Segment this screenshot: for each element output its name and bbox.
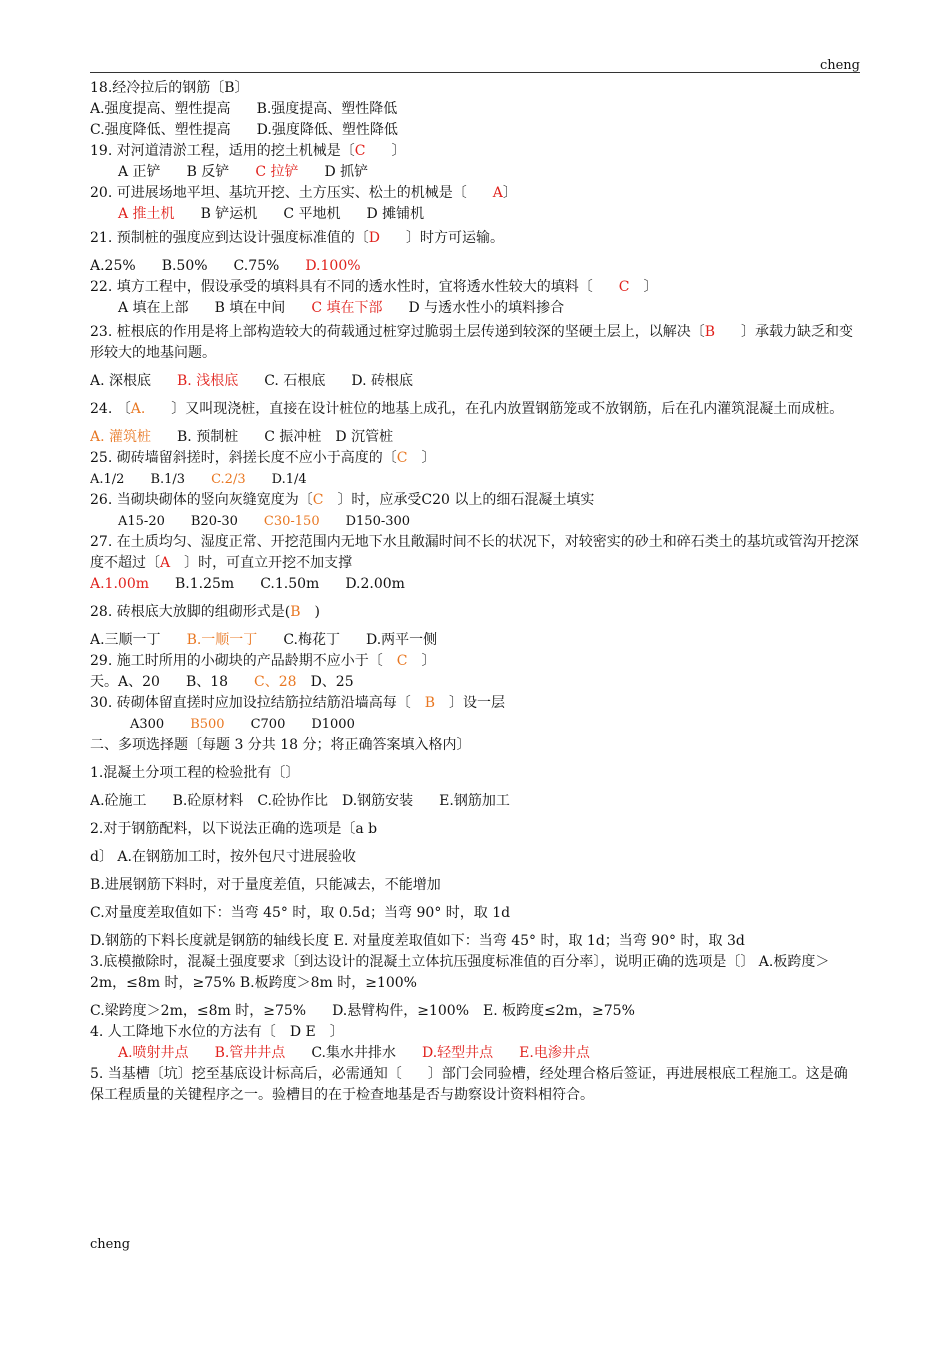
text-segment: D.两平一侧 <box>365 632 438 648</box>
text-segment: 18.经冷拉后的钢筋〔B〕 <box>90 80 249 96</box>
answer-text: B <box>290 604 301 620</box>
answer-text: C <box>312 492 324 508</box>
text-segment: D.强度降低、塑性降低 <box>256 122 398 138</box>
text-segment: C.75% <box>233 258 280 274</box>
text-line <box>90 99 860 120</box>
text-line <box>90 78 860 99</box>
document-body <box>90 78 860 1106</box>
text-line <box>90 875 860 896</box>
text-line <box>90 448 860 469</box>
text-segment: C.集水井排水 <box>311 1045 396 1061</box>
text-segment: C.梅花丁 <box>283 632 340 648</box>
text-segment: 〕 <box>421 653 436 669</box>
text-segment: B.强度提高、塑性降低 <box>256 101 398 117</box>
page-header-name: cheng <box>819 58 860 73</box>
answer-text: C <box>396 450 408 466</box>
text-segment: B 填在中间 <box>214 300 286 316</box>
text-segment: 5. 当基槽〔坑〕挖至基底设计标高后，必需通知〔 <box>90 1066 402 1082</box>
text-segment: 19. 对河道清淤工程，适用的挖土机械是〔 <box>90 143 355 159</box>
text-segment: D.钢筋安装 <box>341 793 414 809</box>
text-line <box>90 574 860 595</box>
text-segment: d〕 A.在钢筋加工时，按外包尺寸进展验收 <box>90 849 356 865</box>
text-segment: 〕承载力缺乏和变形较大的地基问题。 <box>90 324 854 361</box>
text-line <box>90 630 860 651</box>
text-segment: A.25% <box>90 258 136 274</box>
text-segment: A15-20 <box>118 514 165 529</box>
text-segment: 〕时，可直立开挖不加支撑 <box>184 555 353 571</box>
text-line <box>90 602 860 623</box>
page-footer-name: cheng <box>90 1237 131 1252</box>
text-segment: 28. 砖根底大放脚的组砌形式是( <box>90 604 291 620</box>
answer-text: A. <box>130 401 146 417</box>
text-line <box>90 141 860 162</box>
text-segment: D.悬臂构件，≥100% <box>332 1003 469 1019</box>
header-rule <box>90 72 860 73</box>
text-segment: 1.混凝土分项工程的检验批有〔〕 <box>90 765 300 781</box>
text-segment: C700 <box>250 717 286 732</box>
text-segment: A.三顺一丁 <box>90 632 161 648</box>
text-segment: D E <box>289 1024 316 1040</box>
answer-text: A <box>492 185 503 201</box>
text-segment: 〕 <box>643 279 658 295</box>
text-segment: D 沉管桩 <box>335 429 394 445</box>
answer-text: B <box>424 695 436 711</box>
text-line <box>90 298 860 319</box>
text-line <box>90 1064 860 1106</box>
text-segment: D 抓铲 <box>324 164 369 180</box>
answer-text: C30-150 <box>263 514 320 529</box>
text-line <box>90 399 860 420</box>
text-segment: C.强度降低、塑性提高 <box>90 122 231 138</box>
text-segment: B、18 <box>185 674 229 690</box>
text-segment: C. 石根底 <box>264 373 326 389</box>
text-segment: D.钢筋的下料长度就是钢筋的轴线长度 E. 对量度差取值如下：当弯 45° 时，取 1d；当弯 90° 时，取 3d <box>90 933 745 949</box>
text-line <box>90 371 860 392</box>
text-line <box>90 1001 860 1022</box>
answer-text: C <box>618 279 630 295</box>
text-segment: B.砼原材料 <box>172 793 244 809</box>
answer-text: B.一顺一丁 <box>186 632 258 648</box>
text-segment: 22. 填方工程中，假设承受的填料具有不同的透水性时，宜将透水性较大的填料〔 <box>90 279 593 295</box>
answer-text: B.管井井点 <box>214 1045 286 1061</box>
text-segment: B.1.25m <box>175 576 235 592</box>
text-segment: A300 <box>130 717 165 732</box>
text-segment: A. 深根底 <box>90 373 152 389</box>
text-line <box>90 952 860 994</box>
text-segment: D.1/4 <box>271 472 307 487</box>
text-segment: 天。A、20 <box>90 674 160 690</box>
text-segment: 〕 <box>391 143 406 159</box>
text-segment: C.1.50m <box>260 576 320 592</box>
text-segment: 26. 当砌块砌体的竖向灰缝宽度为〔 <box>90 492 313 508</box>
text-segment: 3.底模撤除时，混凝土强度要求〔到达设计的混凝土立体抗压强度标准值的百分率〕，说明正确的选项是〔〕 A.板跨度＞2m，≤8m 时，≥75% B.板跨度＞8m 时，≥100% <box>90 954 830 991</box>
answer-text: B500 <box>190 717 225 732</box>
text-line <box>90 256 860 277</box>
text-segment: ) <box>314 604 320 620</box>
text-segment: 〕部门会同验槽，经处理合格后签证，再进展根底工程施工。这是确保工程质量的关键程序之一。验槽目的在于检查地基是否与勘察设计资料相符合。 <box>90 1066 848 1103</box>
text-segment: B20-30 <box>190 514 238 529</box>
text-line <box>90 931 860 952</box>
text-line <box>90 120 860 141</box>
text-line <box>90 1022 860 1043</box>
text-segment: 25. 砌砖墙留斜搓时，斜搓长度不应小于高度的〔 <box>90 450 397 466</box>
answer-text: B. 浅根底 <box>177 373 239 389</box>
text-segment: D. 砖根底 <box>351 373 413 389</box>
text-line <box>90 469 860 490</box>
text-line <box>90 532 860 574</box>
answer-text: A.1.00m <box>90 576 150 592</box>
text-line <box>90 903 860 924</box>
text-segment: B. 预制桩 <box>177 429 239 445</box>
text-segment: D 摊铺机 <box>366 206 425 222</box>
text-segment: 21. 预制桩的强度应到达设计强度标准值的〔 <box>90 230 369 246</box>
answer-text: D.轻型井点 <box>421 1045 494 1061</box>
answer-text: A. 灌筑桩 <box>90 429 152 445</box>
text-segment: 〕 <box>502 185 517 201</box>
text-segment: B.1/3 <box>150 472 186 487</box>
text-line <box>90 183 860 204</box>
text-segment: 〕设一层 <box>449 695 506 711</box>
text-line <box>90 162 860 183</box>
text-line <box>90 490 860 511</box>
text-line <box>90 735 860 756</box>
text-line <box>90 228 860 249</box>
text-line <box>90 763 860 784</box>
text-segment: D1000 <box>311 717 355 732</box>
text-line <box>90 204 860 225</box>
answer-text: B <box>704 324 716 340</box>
answer-text: A 推土机 <box>118 206 175 222</box>
text-segment: A 正铲 <box>118 164 161 180</box>
text-segment: 20. 可进展场地平坦、基坑开挖、土方压实、松土的机械是〔 <box>90 185 467 201</box>
answer-text: C 拉铲 <box>255 164 299 180</box>
text-segment: 23. 桩根底的作用是将上部构造较大的荷载通过桩穿过脆弱土层传递到较深的坚硬土层上，以解决〔 <box>90 324 705 340</box>
text-segment: E.钢筋加工 <box>439 793 510 809</box>
text-segment: B 铲运机 <box>200 206 258 222</box>
text-segment: 〕时方可运输。 <box>405 230 504 246</box>
text-segment: D 与透水性小的填料掺合 <box>408 300 565 316</box>
text-segment: B.进展钢筋下料时，对于量度差值，只能减去，不能增加 <box>90 877 441 893</box>
text-segment: C.梁跨度＞2m，≤8m 时，≥75% <box>90 1003 307 1019</box>
text-segment: 〕又叫现浇桩，直接在设计桩位的地基上成孔，在孔内放置钢筋笼或不放钢筋，后在孔内灌筑混凝土而成桩。 <box>171 401 844 417</box>
text-segment: A.强度提高、塑性提高 <box>90 101 231 117</box>
text-segment: 〕时，应承受C20 以上的细石混凝土填实 <box>337 492 595 508</box>
text-line <box>90 714 860 735</box>
text-segment: 二、多项选择题〔每题 3 分共 18 分；将正确答案填入格内〕 <box>90 737 471 753</box>
answer-text: C.2/3 <box>211 472 246 487</box>
text-segment: C 平地机 <box>283 206 341 222</box>
text-line <box>90 791 860 812</box>
text-line <box>90 847 860 868</box>
text-segment: 27. 在土质均匀、湿度正常、开挖范围内无地下水且敞漏时间不长的状况下，对较密实的砂土和碎石类土的基坑或管沟开挖深度不超过〔 <box>90 534 859 571</box>
answer-text: A <box>160 555 171 571</box>
answer-text: C <box>354 143 366 159</box>
text-line <box>90 693 860 714</box>
text-segment: A.1/2 <box>90 472 125 487</box>
text-line <box>90 819 860 840</box>
text-segment: C 振冲桩 <box>264 429 322 445</box>
text-segment: C.砼协作比 <box>257 793 328 809</box>
answer-text: E.电渗井点 <box>519 1045 590 1061</box>
text-segment: A.砼施工 <box>90 793 147 809</box>
text-segment: B 反铲 <box>186 164 230 180</box>
text-segment: D150-300 <box>345 514 411 529</box>
text-segment: 24. 〔 <box>90 401 131 417</box>
text-segment: D.2.00m <box>345 576 405 592</box>
text-segment: 30. 砖砌体留直搓时应加设拉结筋拉结筋沿墙高每〔 <box>90 695 411 711</box>
answer-text: C <box>396 653 408 669</box>
answer-text: D <box>368 230 380 246</box>
text-segment: 29. 施工时所用的小砌块的产品龄期不应小于〔 <box>90 653 383 669</box>
text-line <box>90 511 860 532</box>
text-line <box>90 1043 860 1064</box>
text-segment: E. 板跨度≤2m，≥75% <box>483 1003 635 1019</box>
answer-text: A.喷射井点 <box>118 1045 189 1061</box>
text-line <box>90 277 860 298</box>
text-segment: 〕 <box>421 450 436 466</box>
text-line <box>90 427 860 448</box>
answer-text: C 填在下部 <box>311 300 383 316</box>
text-line <box>90 672 860 693</box>
answer-text: C、28 <box>254 674 297 690</box>
text-segment: C.对量度差取值如下：当弯 45° 时，取 0.5d；当弯 90° 时，取 1d <box>90 905 511 921</box>
text-segment: D、25 <box>310 674 354 690</box>
text-segment: B.50% <box>161 258 208 274</box>
text-segment: 2.对于钢筋配料，以下说法正确的选项是〔a b <box>90 821 378 837</box>
text-segment: 4. 人工降地下水位的方法有〔 <box>90 1024 276 1040</box>
text-line <box>90 322 860 364</box>
text-segment: A 填在上部 <box>118 300 189 316</box>
text-segment: 〕 <box>329 1024 344 1040</box>
answer-text: D.100% <box>305 258 361 274</box>
text-line <box>90 651 860 672</box>
